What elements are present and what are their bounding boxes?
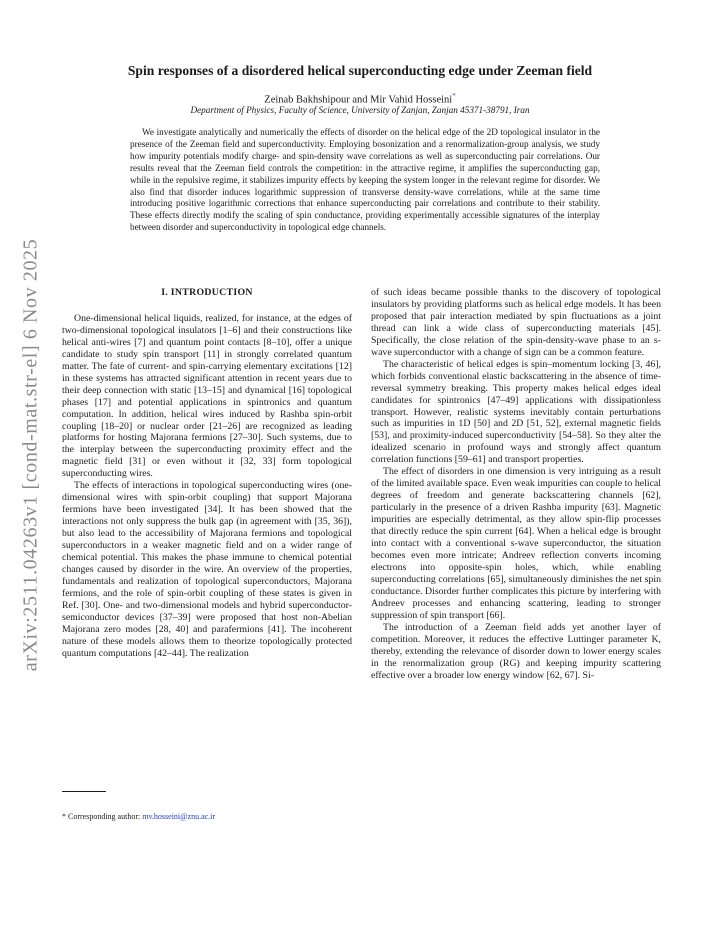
author-line <box>60 92 660 106</box>
arxiv-id-text: arXiv:2511.04263v1 [cond-mat.str-el] 6 Nov 2025 <box>19 238 42 672</box>
paragraph: of such ideas became possible thanks to the discovery of topological insulators by providing platforms such as helical edge models. It has been proposed that pair interaction mediated by spin fluctuations as a joint thread can link a wide class of superconducting materials [45]. Specifically, the close relation of the spin-density-wave phase to an s-wave superconductor with a change of sign can be a common feature. <box>371 287 661 358</box>
section-heading-introduction: I. INTRODUCTION <box>161 287 253 298</box>
footnote-label: * Corresponding author: <box>62 812 143 821</box>
abstract: We investigate analytically and numerically the effects of disorder on the helical edge of the 2D topological insulator in the presence of the Zeeman field and superconductivity. Employing bosonization and a renormalization-group analysis, we study how impurity potentials modify charge- and spin-density wave correlations as well as superconducting pair correlations. Our results reveal that the Zeeman field controls the competition: in the attractive regime, it amplifies the superconducting gap, while in the repulsive regime, it stabilizes impurity effects by keeping the system longer in the relevant regime for disorder. We also find that disorder induces logarithmic suppression of transverse density-wave correlations, while at the same time introducing positive logarithmic corrections that enhance superconducting pair correlations and contribute to their stability. These effects directly modify the scaling of spin conductance, providing experimentally accessible signatures of the interplay between disorder and superconductivity in topological edge channels. <box>130 127 600 233</box>
footnote-divider <box>62 791 106 792</box>
corresponding-author-mark[interactable]: * <box>452 92 456 100</box>
paragraph: The effect of disorders in one dimension is very intriguing as a result of the limited available space. Even weak impurities can couple to helical degrees of freedom and generate backscattering channels [62], particularly in the presence of a driven Rashba impurity [63]. Magnetic impurities are especially detrimental, as they allow spin-flip processes that directly reduce the spin current [64]. When a helical edge is brought into contact with a conventional s-wave superconductor, the situation becomes even more intricate; Andreev reflection converts incoming electrons into opposite-spin holes, which, while enabling superconducting correlations [65], simultaneously diminishes the net spin conductance. Disorder further complicates this picture by interfering with Andreev processes and enhancing scattering, leading to stronger suppression of spin transport [66]. <box>371 466 661 621</box>
author-email-link[interactable]: mv.hosseini@znu.ac.ir <box>142 812 216 821</box>
right-column <box>371 287 661 681</box>
affiliation: Department of Physics, Faculty of Science, University of Zanjan, Zanjan 45371-38791, Iran <box>190 105 530 115</box>
arxiv-identifier <box>14 220 48 690</box>
paragraph: The introduction of a Zeeman field adds yet another layer of competition. Moreover, it reduces the effective Luttinger parameter K, thereby, extending the relevance of disorder down to lower energy scales in the renormalization group (RG) and keeping impurity scattering effective over a broader low energy window [62, 67]. Si- <box>371 621 661 681</box>
paper-title: Spin responses of a disordered helical superconducting edge under Zeeman field <box>127 63 593 78</box>
left-column <box>62 287 352 660</box>
author-names: Zeinab Bakhshipour and Mir Vahid Hosseini <box>264 94 453 106</box>
footnote-corresponding-author <box>62 812 215 821</box>
paragraph: The characteristic of helical edges is spin–momentum locking [3, 46], which forbids conventional elastic backscattering in the absence of time-reversal symmetry breaking. This property makes helical edges ideal candidates for spintronics [47–49] applications with dissipationless transport. However, realistic systems inevitably contain perturbations such as impurities in 1D [50] and 2D [51, 52], external magnetic fields [53], and proximity-induced superconductivity [54–58]. So they alter the idealized scenario in profound ways and strongly affect quantum correlation functions [59–61] and transport properties. <box>371 358 661 466</box>
paragraph: One-dimensional helical liquids, realized, for instance, at the edges of two-dimensional topological insulators [1–6] and their constructions like helical anti-wires [7] and quantum point contacts [8–10], offer a unique candidate to study spin transport [11] in strongly correlated quantum matter. The fate of current- and spin-carrying elementary excitations [12] in these systems has attracted significant attention in recent years due to their deep connection with static [13–15] and dynamical [16] topological phases [17] and potential applications in spintronics and quantum computation. In addition, helical wires induced by Rashba spin-orbit coupling [18–20] or nuclear order [21–26] are recognized as leading platforms for hosting Majorana fermions [27–30]. Such systems, due to the interplay between the superconducting proximity effect and the magnetic field [31] or even without it [32, 33] form topological superconducting wires. <box>62 312 352 480</box>
paragraph: The effects of interactions in topological superconducting wires (one-dimensional wires with spin-orbit coupling) that support Majorana fermions have been investigated [34]. It has been showed that the interactions not only suppress the bulk gap (in agreement with [35, 36]), but also lead to the accessibility of Majorana fermions and topological superconductors in a weaker magnetic field and on a wider range of chemical potential. This makes the phase immune to chemical potential changes caused by disorder in the wire. An overview of the properties, fundamentals and realization of topological superconductors, Majorana fermions, and the role of spin-orbit coupling of these states is given in Ref. [30]. One- and two-dimensional models and hybrid superconductor-semiconductor devices [37–39] were proposed that host non-Abelian Majorana zero modes [28, 40] and parafermions [41]. The incoherent nature of these models allows them to theorize topologically protected quantum computations [42–44]. The realization <box>62 480 352 659</box>
